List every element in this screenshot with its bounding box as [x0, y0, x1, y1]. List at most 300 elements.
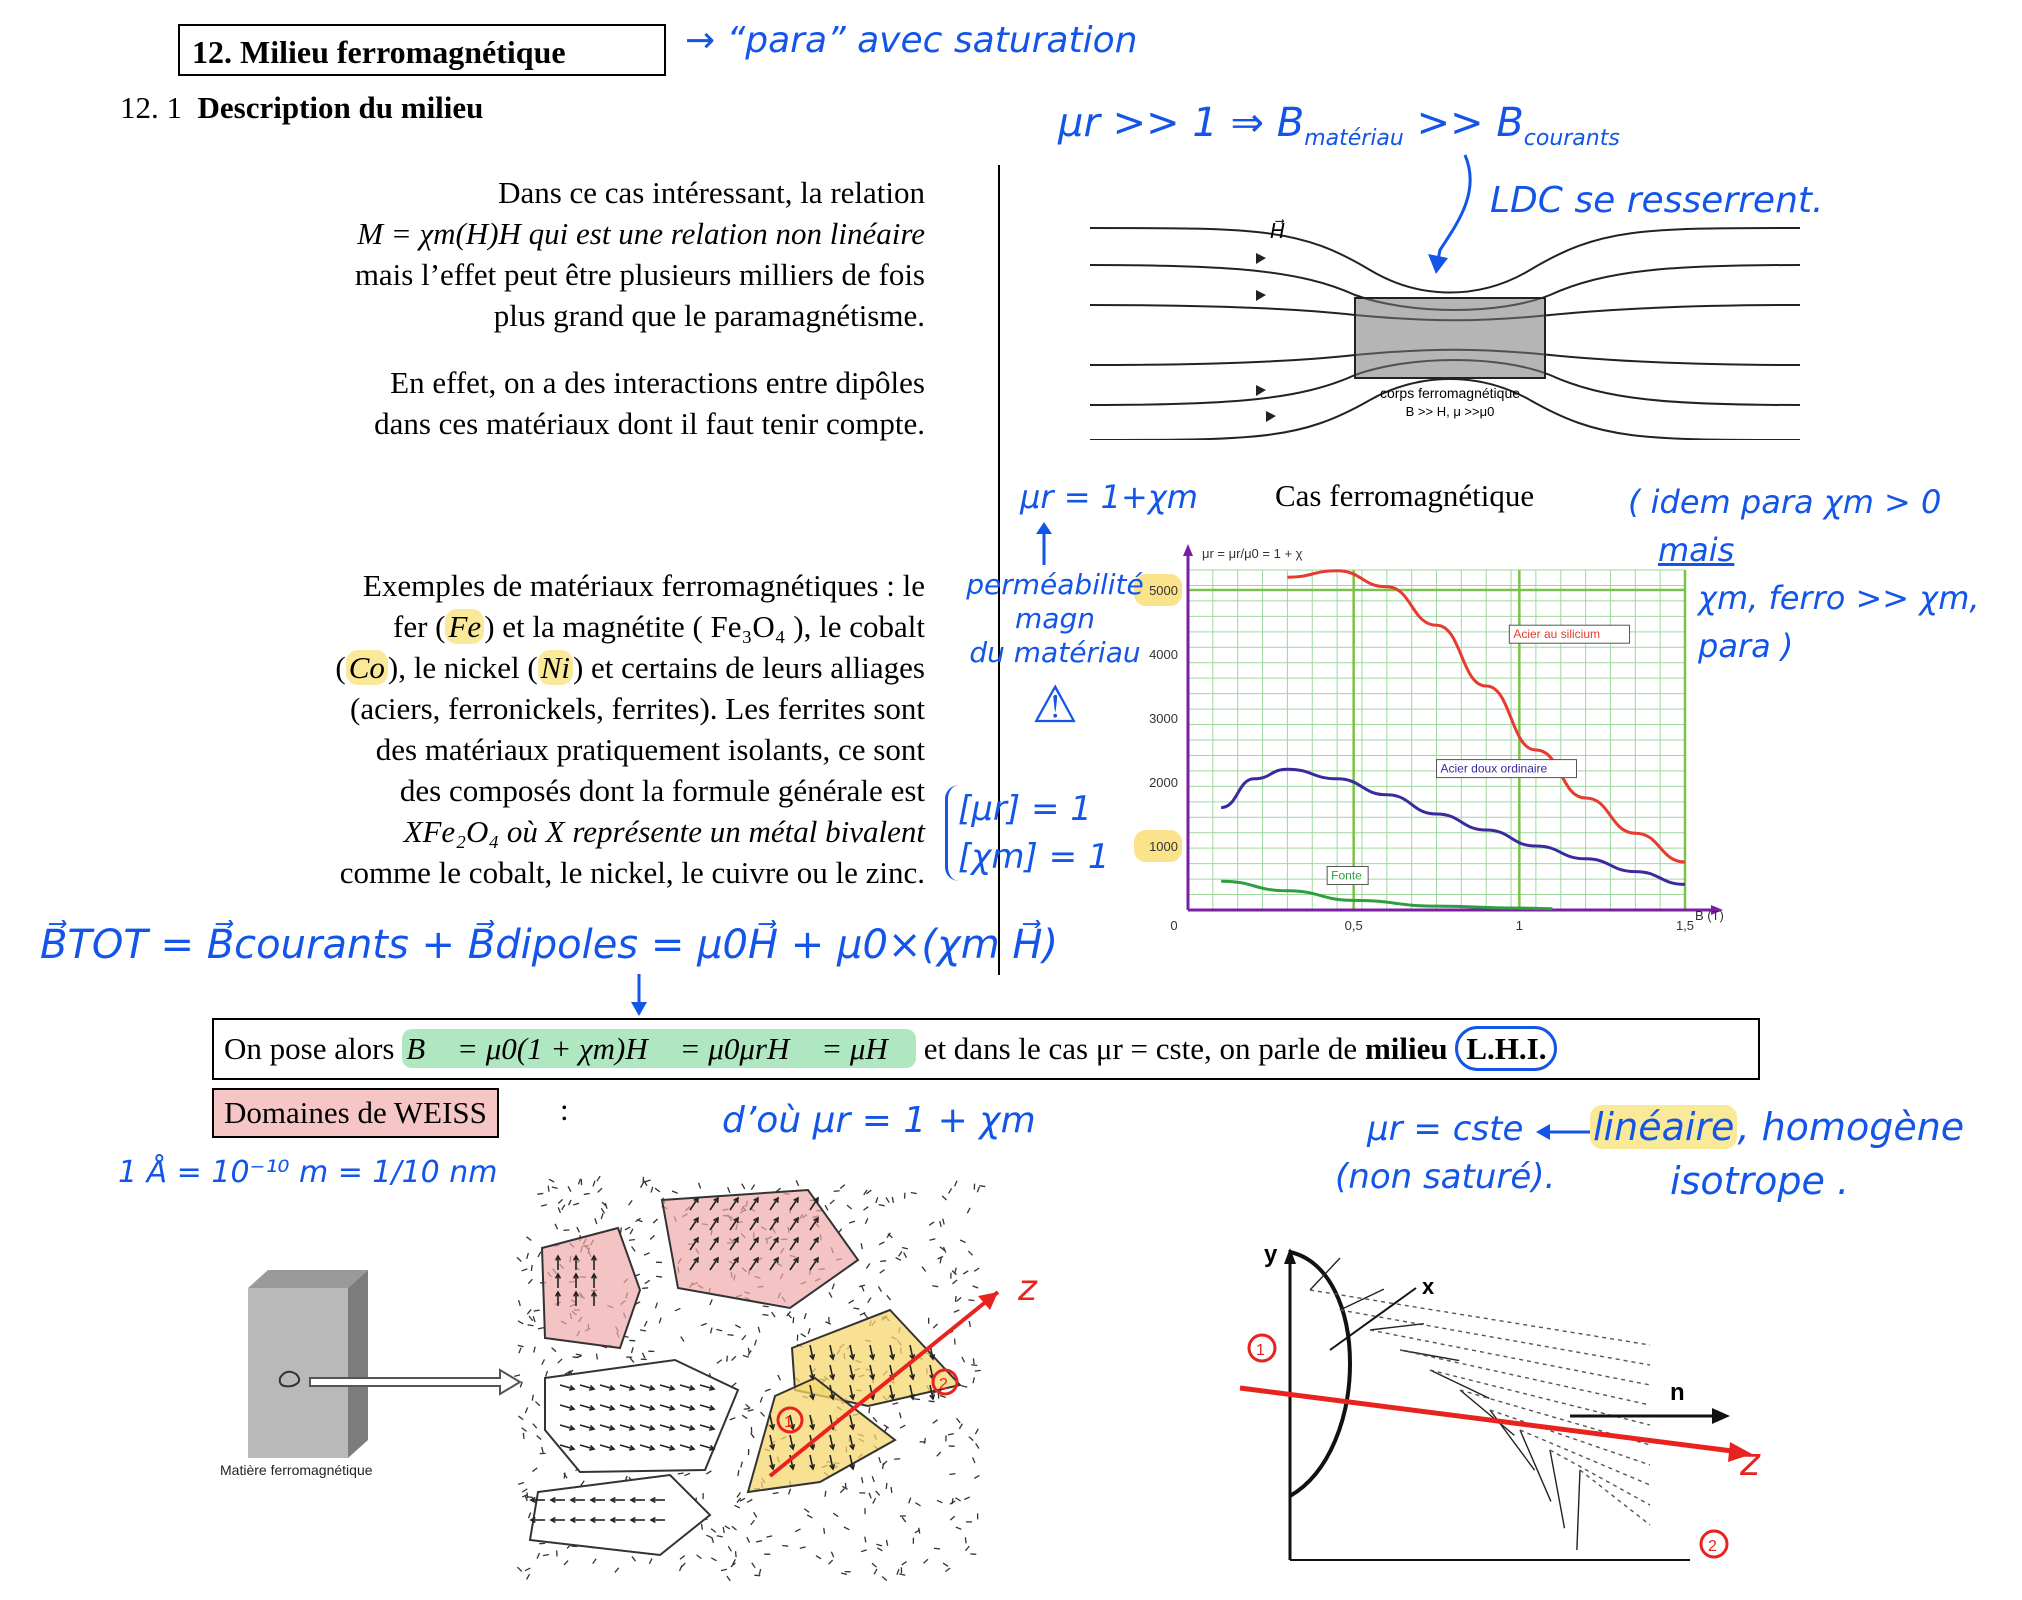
texture-dash: [525, 1408, 527, 1414]
texture-dash: [598, 1188, 602, 1192]
wall-guide-line: [1400, 1350, 1650, 1405]
texture-dash: [684, 1473, 689, 1475]
legend-label: Fonte: [1331, 868, 1362, 883]
texture-dash: [629, 1240, 635, 1241]
texture-dash: [869, 1493, 871, 1499]
texture-dash: [558, 1207, 560, 1213]
texture-dash: [527, 1492, 528, 1498]
texture-dash: [833, 1513, 838, 1516]
texture-dash: [938, 1256, 943, 1258]
texture-dash: [659, 1318, 661, 1324]
note-line: [χm] = 1: [958, 837, 1110, 877]
texture-dash: [678, 1473, 684, 1474]
texture-dash: [538, 1252, 541, 1257]
note-arrow-up: [1030, 520, 1060, 570]
texture-dash: [706, 1535, 711, 1538]
texture-dash: [527, 1237, 532, 1241]
texture-dash: [532, 1395, 533, 1401]
texture-dash: [522, 1269, 528, 1271]
texture-dash: [532, 1468, 537, 1472]
y-tick-label: 1000: [1149, 839, 1178, 854]
texture-dash: [537, 1193, 543, 1194]
texture-dash: [844, 1527, 849, 1530]
texture-dash: [943, 1563, 948, 1566]
texture-dash: [734, 1505, 739, 1508]
texture-dash: [593, 1181, 595, 1187]
texture-dash: [534, 1347, 535, 1353]
texture-dash: [954, 1310, 960, 1312]
texture-dash: [725, 1526, 730, 1529]
texture-dash: [527, 1309, 531, 1314]
texture-dash: [630, 1358, 634, 1363]
texture-dash: [864, 1313, 868, 1318]
texture-dash: [756, 1541, 762, 1542]
block-front: [248, 1288, 348, 1458]
texture-dash: [887, 1295, 891, 1300]
texture-dash: [937, 1452, 941, 1456]
texture-dash: [965, 1537, 966, 1543]
texture-dash: [862, 1477, 863, 1483]
texture-dash: [886, 1197, 889, 1202]
texture-dash: [949, 1474, 955, 1475]
texture-dash: [952, 1498, 953, 1504]
body-label-2: B >> H, μ >>μ0: [1405, 404, 1495, 419]
y-axis-label: y: [1264, 1241, 1278, 1268]
wall-spin-arrow: [1550, 1450, 1565, 1528]
paragraph-intro: [180, 172, 925, 336]
texture-dash: [761, 1412, 765, 1416]
texture-dash: [874, 1569, 877, 1574]
texture-dash: [940, 1395, 946, 1397]
domain-white-2: [530, 1475, 710, 1555]
texture-dash: [584, 1193, 590, 1194]
texture-dash: [732, 1526, 737, 1530]
texture-dash: [955, 1498, 960, 1501]
legend-entry: [1509, 625, 1629, 643]
texture-dash: [832, 1284, 834, 1290]
note-homogene: , homogène: [1737, 1105, 1965, 1149]
texture-dash: [728, 1335, 734, 1336]
highlight-fe: Fe: [445, 609, 484, 644]
x-tick-label: 0,5: [1344, 918, 1363, 933]
texture-dash: [601, 1208, 604, 1213]
texture-dash: [974, 1268, 979, 1271]
formula-box: [212, 1018, 1760, 1080]
texture-dash: [744, 1409, 750, 1410]
texture-dash: [950, 1516, 955, 1520]
text-span: ), le nickel (: [387, 650, 538, 685]
texture-dash: [915, 1503, 920, 1506]
texture-dash: [766, 1536, 772, 1537]
texture-dash: [763, 1315, 769, 1316]
texture-dash: [576, 1354, 582, 1355]
texture-dash: [631, 1347, 633, 1353]
note-line: mais: [1658, 531, 1735, 569]
texture-dash: [728, 1546, 731, 1551]
formula-prefix: On pose alors: [224, 1031, 395, 1066]
texture-dash: [943, 1219, 944, 1225]
texture-dash: [558, 1199, 562, 1203]
texture-dash: [711, 1529, 716, 1533]
texture-dash: [528, 1325, 534, 1326]
texture-dash: [902, 1562, 907, 1565]
wall-guide-line: [1310, 1290, 1650, 1345]
paragraph-line: [160, 606, 925, 647]
texture-dash: [531, 1265, 532, 1271]
paragraph-line: [160, 647, 925, 688]
texture-dash: [653, 1219, 657, 1223]
formula-middle: et dans le cas μr = cste, on parle de: [923, 1031, 1358, 1066]
texture-dash: [778, 1375, 781, 1380]
paragraph-line: dans ces matériaux dont il faut tenir compte.: [374, 406, 925, 441]
texture-dash: [546, 1371, 548, 1377]
x-axis-label: x: [1422, 1274, 1435, 1299]
texture-dash: [737, 1492, 740, 1497]
texture-dash: [886, 1540, 887, 1546]
texture-dash: [716, 1329, 722, 1330]
texture-dash: [760, 1397, 762, 1403]
texture-dash: [868, 1298, 871, 1303]
texture-dash: [746, 1404, 750, 1408]
texture-dash: [772, 1312, 775, 1317]
texture-dash: [655, 1188, 660, 1192]
texture-dash: [701, 1324, 707, 1326]
texture-dash: [632, 1247, 636, 1252]
texture-dash: [879, 1457, 881, 1463]
warning-icon: ⚠: [1031, 675, 1079, 735]
texture-dash: [872, 1476, 874, 1482]
y-tick-label: 5000: [1149, 583, 1178, 598]
texture-dash: [825, 1322, 830, 1324]
note-sub: matériau: [1304, 126, 1404, 151]
texture-dash: [752, 1563, 755, 1568]
texture-dash: [841, 1573, 847, 1575]
wall-spin-arrow: [1430, 1370, 1489, 1398]
texture-dash: [728, 1187, 730, 1193]
texture-dash: [879, 1242, 884, 1245]
note-line: μr = cste: [1367, 1109, 1524, 1149]
texture-dash: [975, 1429, 978, 1434]
paragraph-examples: [160, 565, 925, 893]
note-line: du matériau: [969, 636, 1141, 669]
texture-dash: [630, 1229, 633, 1234]
weiss-figure: [200, 1170, 1000, 1590]
texture-dash: [754, 1512, 757, 1517]
texture-dash: [862, 1286, 864, 1292]
texture-dash: [849, 1300, 854, 1303]
wall-guide-line: [1580, 1470, 1650, 1525]
texture-dash: [569, 1200, 572, 1205]
texture-dash: [751, 1185, 754, 1190]
ferromagnetic-body: [1355, 298, 1545, 378]
texture-dash: [681, 1563, 685, 1567]
texture-dash: [975, 1370, 981, 1371]
texture-dash: [972, 1286, 978, 1288]
texture-dash: [541, 1205, 547, 1207]
texture-dash: [712, 1537, 714, 1543]
texture-dash: [956, 1527, 962, 1529]
texture-dash: [519, 1348, 521, 1354]
texture-dash: [747, 1537, 750, 1542]
texture-dash: [656, 1276, 662, 1277]
texture-dash: [963, 1271, 968, 1274]
texture-dash: [842, 1486, 847, 1489]
texture-dash: [800, 1547, 806, 1549]
texture-dash: [968, 1300, 974, 1301]
texture-dash: [763, 1306, 769, 1307]
note-dimensions: [945, 785, 1110, 881]
texture-dash: [801, 1334, 806, 1337]
texture-dash: [644, 1321, 647, 1326]
texture-dash: [711, 1558, 716, 1561]
texture-dash: [699, 1183, 701, 1189]
texture-dash: [552, 1187, 558, 1188]
texture-dash: [892, 1403, 898, 1404]
paragraph-line: (aciers, ferronickels, ferrites). Les ferrites sont: [350, 691, 925, 726]
texture-dash: [876, 1491, 880, 1496]
texture-dash: [795, 1529, 800, 1532]
texture-dash: [538, 1328, 544, 1329]
texture-dash: [919, 1528, 920, 1534]
n-arrowhead: [1712, 1408, 1730, 1424]
texture-dash: [758, 1327, 760, 1333]
texture-dash: [727, 1576, 730, 1581]
texture-dash: [886, 1483, 887, 1489]
texture-dash: [738, 1470, 739, 1476]
texture-dash: [929, 1239, 935, 1241]
wall-spin-arrow: [1370, 1324, 1424, 1330]
texture-dash: [834, 1191, 840, 1192]
text-span: ) et la magnétite ( Fe₃O₄ ), le cobalt: [484, 609, 925, 644]
texture-dash: [922, 1267, 926, 1272]
texture-dash: [765, 1389, 771, 1391]
texture-dash: [808, 1328, 810, 1334]
texture-dash: [642, 1288, 648, 1289]
texture-dash: [581, 1481, 584, 1486]
y-tick-label: 4000: [1149, 647, 1178, 662]
texture-dash: [796, 1180, 798, 1185]
domain-white-1: [545, 1360, 738, 1472]
texture-dash: [564, 1561, 568, 1565]
texture-dash: [900, 1425, 905, 1428]
texture-dash: [527, 1253, 529, 1259]
texture-dash: [748, 1348, 749, 1354]
texture-dash: [937, 1500, 942, 1503]
texture-dash: [909, 1498, 911, 1504]
texture-dash: [968, 1251, 972, 1255]
texture-dash: [789, 1489, 791, 1495]
marker-2-label: 2: [939, 1376, 948, 1393]
domain-pink-1: [542, 1228, 640, 1348]
paragraph-line: plus grand que le paramagnétisme.: [493, 298, 925, 333]
texture-dash: [742, 1415, 747, 1418]
texture-dash: [924, 1438, 925, 1444]
texture-dash: [543, 1555, 549, 1556]
texture-dash: [711, 1328, 713, 1334]
texture-dash: [706, 1471, 711, 1474]
texture-dash: [597, 1176, 600, 1181]
note-line: ( idem para χm > 0: [1628, 483, 1942, 521]
texture-dash: [807, 1515, 812, 1518]
note-cste: [1335, 1105, 1555, 1201]
texture-dash: [952, 1280, 957, 1284]
texture-dash: [969, 1321, 970, 1327]
texture-dash: [519, 1300, 521, 1306]
note-idem: [1628, 478, 2022, 670]
note-dou: d’où μr = 1 + χm: [722, 1100, 1036, 1141]
texture-dash: [976, 1444, 979, 1449]
texture-dash: [942, 1196, 946, 1200]
texture-dash: [828, 1560, 832, 1564]
weiss-label-box: [212, 1088, 499, 1138]
texture-dash: [973, 1377, 974, 1383]
texture-dash: [736, 1551, 737, 1557]
texture-dash: [625, 1227, 630, 1230]
texture-dash: [523, 1433, 524, 1439]
texture-dash: [933, 1420, 938, 1424]
note-ldc: LDC se resserrent.: [1490, 180, 1824, 221]
texture-dash: [562, 1205, 565, 1210]
texture-dash: [866, 1264, 869, 1269]
note-sub: courants: [1523, 126, 1620, 151]
texture-dash: [956, 1418, 960, 1423]
subsection-number: 12. 1: [120, 90, 182, 125]
texture-dash: [527, 1574, 530, 1579]
texture-dash: [751, 1433, 755, 1438]
texture-dash: [948, 1434, 954, 1435]
weiss-z-label: z: [1018, 1268, 1037, 1309]
texture-dash: [961, 1386, 967, 1387]
texture-dash: [727, 1356, 728, 1362]
texture-dash: [522, 1489, 527, 1492]
note-arrow-left: [1532, 1118, 1592, 1148]
texture-dash: [924, 1559, 928, 1563]
paragraph-line: XFe₂O₄ où X représente un métal bivalent: [403, 814, 925, 849]
texture-dash: [804, 1509, 809, 1513]
text-span: ) et certains de leurs alliages: [572, 650, 925, 685]
paragraph-interactions: [180, 362, 925, 444]
texture-dash: [825, 1205, 828, 1210]
texture-dash: [861, 1550, 867, 1552]
texture-dash: [650, 1235, 654, 1239]
note-arrow-ldc: [1420, 150, 1500, 280]
note-angstrom: 1 Å = 10⁻¹⁰ m = 1/10 nm: [118, 1155, 498, 1190]
texture-dash: [865, 1218, 867, 1223]
formula-milieu: milieu: [1364, 1031, 1448, 1066]
texture-dash: [872, 1563, 876, 1567]
block-top: [248, 1270, 368, 1288]
section-title: 12. Milieu ferromagnétique: [192, 34, 566, 70]
wall-spin-arrow: [1520, 1430, 1551, 1501]
texture-dash: [743, 1355, 749, 1357]
paragraph-line: comme le cobalt, le nickel, le cuivre ou le zinc.: [339, 855, 925, 890]
wall-spin-arrow: [1340, 1289, 1384, 1310]
texture-dash: [979, 1186, 985, 1187]
texture-dash: [645, 1180, 651, 1182]
texture-dash: [914, 1399, 920, 1400]
texture-dash: [873, 1498, 876, 1503]
texture-dash: [971, 1365, 977, 1366]
paragraph-line: mais l’effet peut être plusieurs milliers de fois: [354, 257, 925, 292]
texture-dash: [847, 1205, 852, 1209]
texture-dash: [840, 1489, 844, 1493]
texture-dash: [601, 1213, 603, 1219]
body-label-1: corps ferromagnétique: [1379, 385, 1521, 401]
texture-dash: [929, 1222, 934, 1225]
texture-dash: [710, 1299, 712, 1304]
texture-dash: [533, 1316, 535, 1322]
position-2-label: 2: [1708, 1538, 1717, 1555]
texture-dash: [672, 1191, 678, 1193]
texture-dash: [899, 1412, 901, 1418]
texture-dash: [902, 1247, 908, 1248]
field-arrow: [1256, 385, 1266, 396]
texture-dash: [967, 1208, 970, 1213]
texture-dash: [964, 1497, 969, 1500]
texture-dash: [681, 1336, 684, 1341]
texture-dash: [593, 1559, 596, 1564]
texture-dash: [518, 1345, 524, 1347]
texture-dash: [555, 1224, 557, 1229]
texture-dash: [973, 1358, 974, 1364]
texture-dash: [518, 1483, 524, 1485]
texture-dash: [873, 1417, 877, 1421]
texture-dash: [522, 1428, 527, 1432]
texture-dash: [533, 1424, 537, 1429]
texture-dash: [861, 1243, 862, 1249]
texture-dash: [675, 1308, 681, 1310]
texture-dash: [933, 1324, 937, 1328]
texture-dash: [717, 1536, 723, 1537]
texture-dash: [644, 1253, 649, 1255]
note-text: >> B: [1403, 100, 1524, 146]
text-span: (: [335, 650, 346, 685]
texture-dash: [876, 1197, 878, 1203]
texture-dash: [655, 1303, 657, 1309]
texture-dash: [735, 1325, 740, 1328]
texture-dash: [697, 1555, 702, 1559]
texture-dash: [969, 1437, 973, 1441]
note-line: (non saturé).: [1335, 1157, 1556, 1197]
texture-dash: [897, 1569, 899, 1575]
texture-dash: [596, 1354, 597, 1360]
texture-dash: [759, 1569, 760, 1575]
texture-dash: [680, 1556, 685, 1560]
texture-dash: [642, 1353, 645, 1358]
texture-dash: [748, 1410, 754, 1412]
texture-dash: [518, 1321, 523, 1324]
texture-dash: [542, 1359, 545, 1364]
texture-dash: [973, 1457, 975, 1463]
highlight-co: Co: [346, 650, 388, 685]
texture-dash: [615, 1568, 619, 1573]
note-para-saturation: → “para” avec saturation: [685, 20, 1138, 61]
legend-entry: [1327, 866, 1368, 884]
n-label: n: [1670, 1379, 1685, 1406]
texture-dash: [568, 1186, 571, 1191]
subsection-heading: [120, 90, 483, 126]
marker-1-label: 1: [784, 1414, 793, 1431]
texture-dash: [869, 1407, 870, 1413]
red-z-axis: [1240, 1388, 1740, 1452]
texture-dash: [641, 1182, 644, 1187]
texture-dash: [640, 1330, 646, 1331]
x-tick-label: 0: [1170, 918, 1178, 933]
texture-dash: [940, 1221, 941, 1227]
texture-dash: [965, 1546, 969, 1551]
note-perm: [965, 568, 1145, 740]
note-text: μr >> 1 ⇒ B: [1058, 100, 1305, 146]
